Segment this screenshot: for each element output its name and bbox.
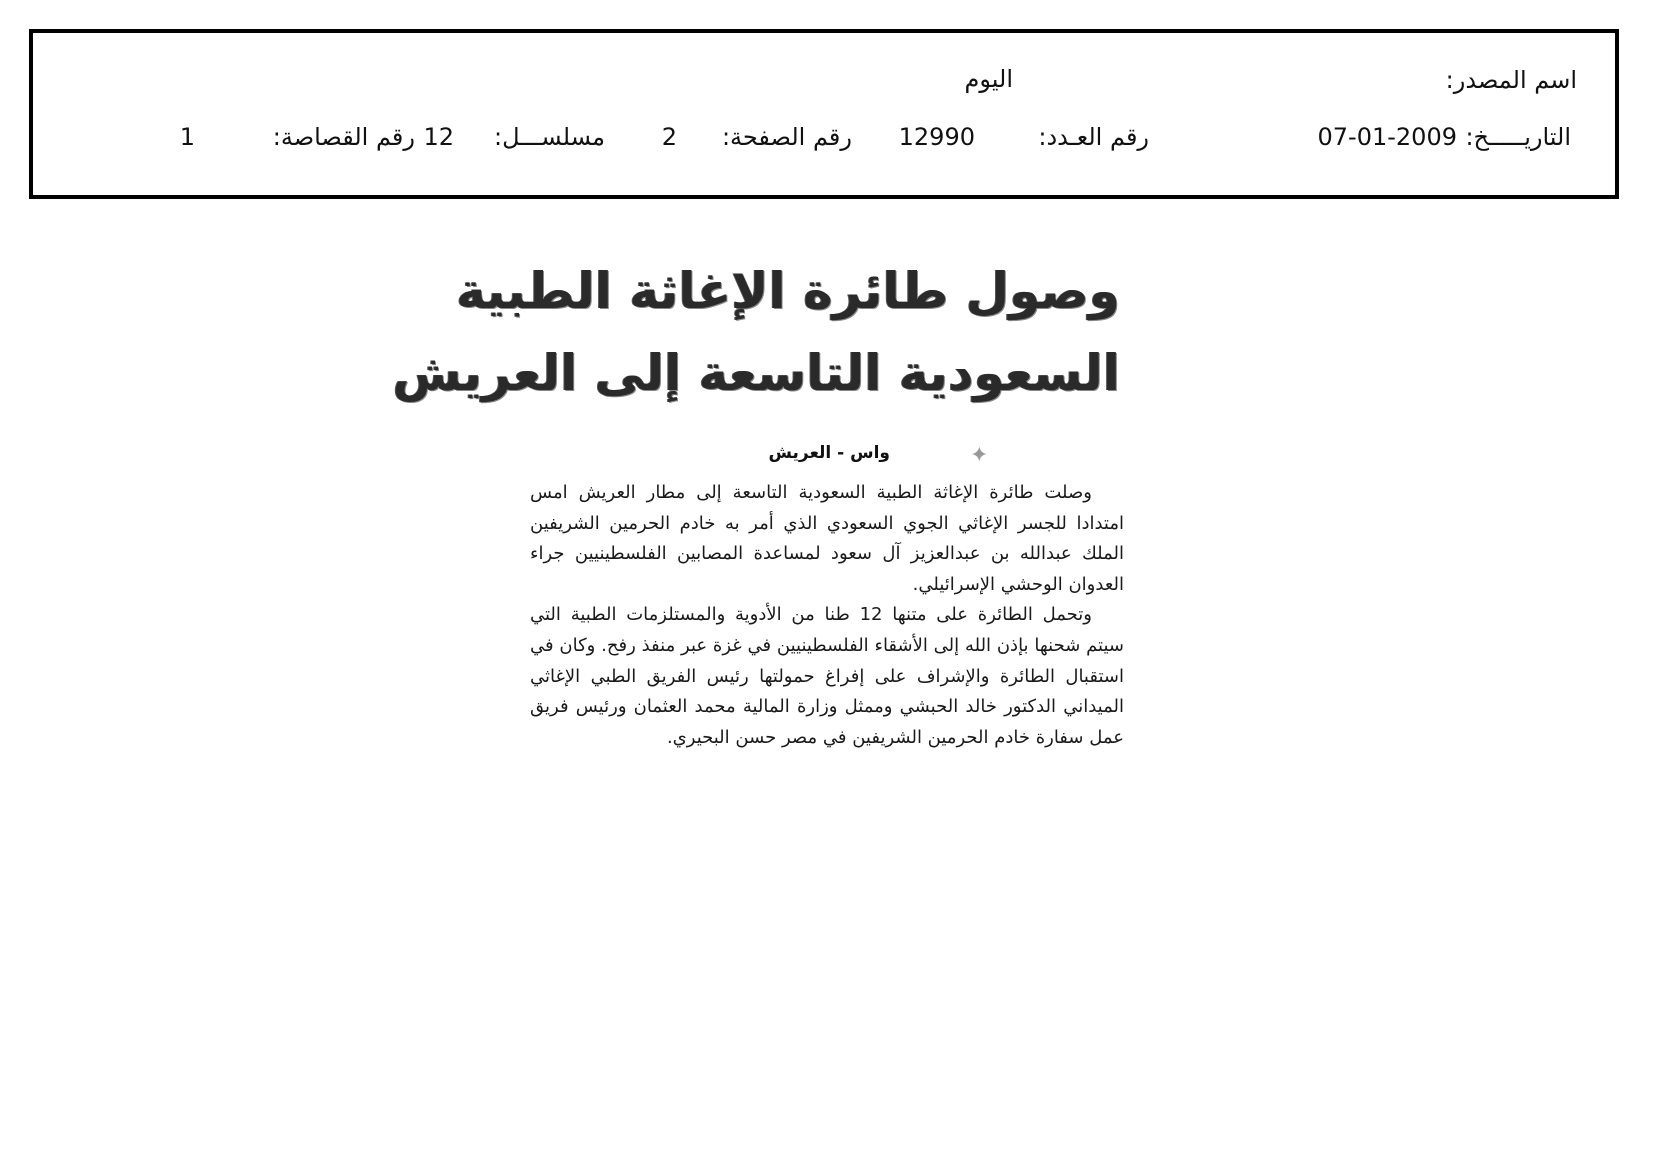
- issue-label: رقم العـدد:: [1038, 123, 1149, 151]
- serial-value: 12: [423, 123, 454, 151]
- article-byline: واس - العريش: [768, 443, 890, 463]
- page-value: 2: [661, 123, 677, 151]
- clipping-metadata-box: [29, 29, 1619, 199]
- star-ornament-icon: ✦: [970, 443, 989, 468]
- headline-line-2: السعودية التاسعة إلى العريش: [392, 344, 1120, 402]
- issue-value: 12990: [898, 123, 975, 151]
- date-label: التاريـــــخ:: [1465, 123, 1571, 151]
- article-paragraph-2: وتحمل الطائرة على متنها 12 طنا من الأدوية والمستلزمات الطبية التي سيتم شحنها بإذن الله إلى الأشقاء الفلسطينيين في غزة عبر منفذ رفح. وكان في استقبال الطائرة والإشراف على إفراغ حمولتها رئيس الفريق الطبي الإغاثي الميداني الدكتور خالد الحبشي وممثل وزارة المالية محمد العثمان ورئيس فريق عمل سفارة خادم الحرمين الشريفين في مصر حسن البحيري.: [530, 604, 1124, 748]
- page-label: رقم الصفحة:: [721, 123, 852, 151]
- headline-line-1: وصول طائرة الإغاثة الطبية: [456, 262, 1120, 320]
- clip-number-value: 1: [179, 123, 195, 151]
- article-headline: [392, 250, 1120, 414]
- source-value: اليوم: [964, 65, 1013, 93]
- date-value: 07-01-2009: [1317, 123, 1457, 151]
- clip-number-label: رقم القصاصة:: [272, 123, 415, 151]
- source-label: اسم المصدر:: [1445, 66, 1577, 94]
- article-paragraph-1: وصلت طائرة الإغاثة الطبية السعودية التاسعة إلى مطار العريش امس امتدادا للجسر الإغاثي الجوي السعودي الذي أمر به خادم الحرمين الشريفين الملك عبدالله بن عبدالعزيز آل سعود لمساعدة المصابين الفلسطينيين جراء العدوان الوحشي الإسرائيلي.: [530, 482, 1124, 595]
- article-body: [530, 478, 1124, 753]
- serial-label: مسلســـل:: [494, 123, 605, 151]
